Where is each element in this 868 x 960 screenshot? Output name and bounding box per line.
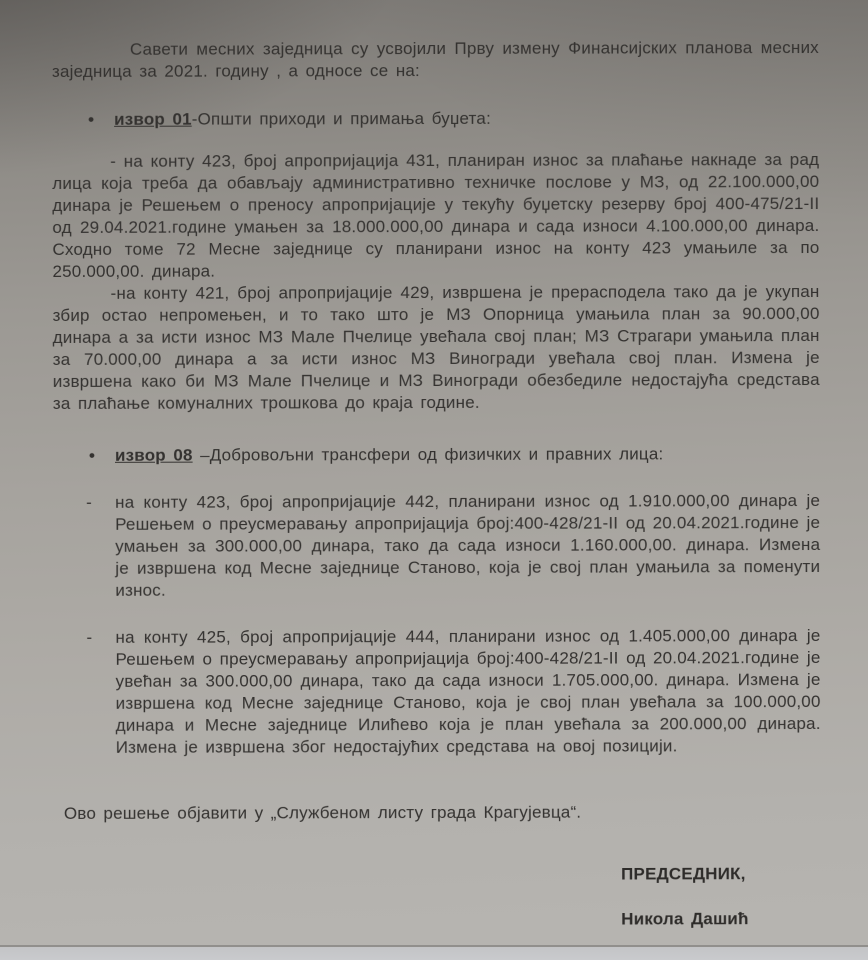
closing-statement: Ово решење објавити у „Службеном листу града Крагујевца“. bbox=[63, 802, 582, 823]
section-heading-izvor-08 bbox=[53, 443, 820, 467]
signature-name: Никола Дашић bbox=[621, 909, 749, 929]
intro-paragraph: Савети месних заједница су усвојили Прву измену Финансијских планова месних заједница за 2021. годину , а односе се на: bbox=[51, 37, 819, 81]
dash-marker: - bbox=[86, 627, 93, 647]
section-title-rest: –Добровољни трансфери од физичких и правних лица: bbox=[192, 444, 664, 465]
dash-marker: - bbox=[86, 492, 92, 512]
list-item-konto-425 bbox=[53, 625, 820, 759]
section-label: извор 08 bbox=[114, 445, 193, 465]
section-title-rest: -Општи приходи и примања буџета: bbox=[191, 108, 492, 129]
section-heading-izvor-01 bbox=[52, 107, 819, 131]
list-item-konto-423 bbox=[53, 490, 820, 602]
paragraph-konto-423: - на конту 423, број апропријација 431, планиран износ за плаћање накнаде за рад лица која треба да обављају административно техничке послове у МЗ, од 22.100.000,00 динара је Решењем о преносу апропријације у текућу буџетску резерву број 400-475/21-II од 29.04.2021.године умањен за 18.000.000,00 динара и сада износи 4.100.000,00 динара. Сходно томе 72 Месне заједнице су планирани износ на конту 423 умањиле за по 250.000,00. динара. bbox=[52, 149, 820, 281]
bullet-icon: • bbox=[88, 109, 95, 129]
paragraph-konto-421: -на конту 421, број апропријације 429, извршена је прерасподела тако да је укупан збир остао непромењен, и то тако што је МЗ Опорница умањила план за 90.000,00 динара а за исти износ МЗ Мале Пчелице увећала свој план; МЗ Страгари умањила план за 70.000,00 динара а за исти износ МЗ Виногради увећала свој план. Измена је извршена како би МЗ Мале Пчелице и МЗ Виногради обезбедиле недостајућа средстава за плаћање комуналних трошкова до краја године. bbox=[52, 281, 820, 413]
section-label: извор 01 bbox=[114, 109, 192, 129]
signature-title: ПРЕДСЕДНИК, bbox=[621, 864, 746, 884]
bullet-icon: • bbox=[88, 445, 96, 465]
section-title bbox=[115, 443, 664, 466]
paper-edge bbox=[0, 945, 868, 960]
signature-block bbox=[54, 863, 821, 932]
section-title bbox=[114, 108, 491, 131]
list-item-text: на конту 423, број апропријације 442, планирани износ од 1.910.000,00 динара је Решењем о преусмеравању апропријација број:400-428/21-II од 20.04.2021.године је умањен за 300.000,00 динара, тако да сада износи 1.160.000,00. динара. Измена је извршена код Месне заједнице Станово, која је свој план умањила за поменути износ. bbox=[115, 490, 821, 600]
list-item-text: на конту 425, број апропријације 444, планирани износ од 1.405.000,00 динара је Решењем о преусмеравању апропријација број:400-428/21-II од 20.04.2021.године је увећан за 300.000,00 динара, тако да сада износи 1.705.000,00. динара. Измена је извршена код Месне заједнице Станово, која је свој план увећала за 100.000,00 динара и Месне заједнице Илићево која је план увећала за 200.000,00 динара. Измена је извршена због недостајућих средстава на овој позицији. bbox=[115, 625, 821, 757]
